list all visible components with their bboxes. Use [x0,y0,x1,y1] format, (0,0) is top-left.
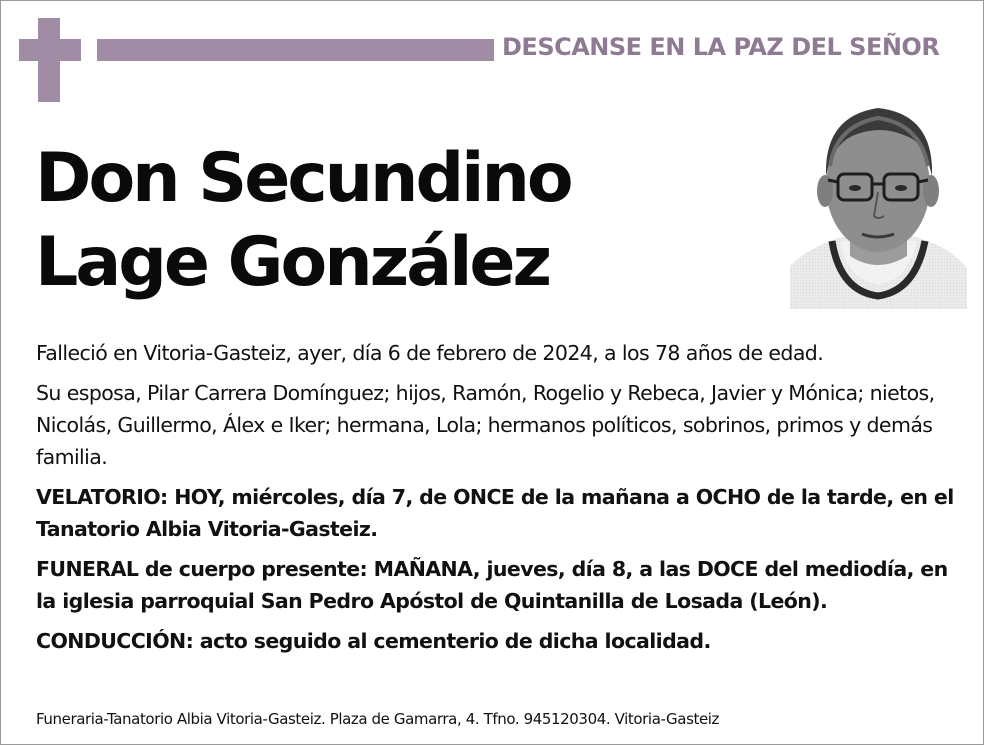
deceased-name [35,137,571,305]
conduccion-paragraph: CONDUCCIÓN: acto seguido al cementerio de dicha localidad. [36,629,711,653]
velatorio-paragraph: VELATORIO: HOY, miércoles, día 7, de ONCE de la mañana a OCHO de la tarde, en el Tanatorio Albia Vitoria-Gasteiz. [36,485,954,541]
funeral-paragraph: FUNERAL de cuerpo presente: MAÑANA, jueves, día 8, a las DOCE del mediodía, en la iglesia parroquial San Pedro Apóstol de Quintanilla de Losada (León). [36,557,948,613]
cross-icon-crossbar [19,39,81,61]
banner-title: DESCANSE EN LA PAZ DEL SEÑOR [502,33,940,61]
banner-bar [97,39,494,61]
funeral-home-footer: Funeraria-Tanatorio Albia Vitoria-Gasteiz. Plaza de Gamarra, 4. Tfno. 945120304. Vitoria-Gasteiz [36,710,720,728]
portrait-icon [790,96,967,309]
portrait-photo [790,96,967,309]
obituary-body [36,337,956,665]
death-paragraph: Falleció en Vitoria-Gasteiz, ayer, día 6 de febrero de 2024, a los 78 años de edad. [36,341,824,365]
deceased-name-line1: Don Secundino [35,139,571,218]
family-paragraph: Su esposa, Pilar Carrera Domínguez; hijos, Ramón, Rogelio y Rebeca, Javier y Mónica; nietos, Nicolás, Guillermo, Álex e Iker; hermana, Lola; hermanos políticos, sobrinos, primos y demás familia. [36,381,935,469]
deceased-name-line2: Lage González [35,223,550,302]
